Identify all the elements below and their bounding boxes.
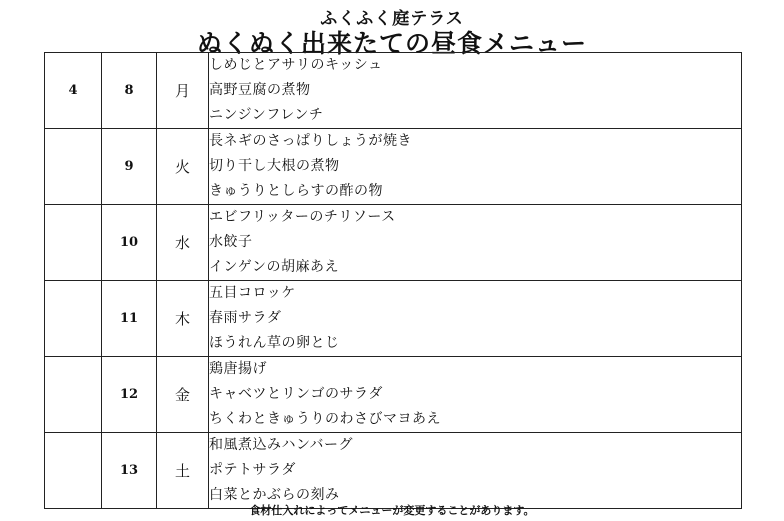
month-cell	[45, 357, 102, 433]
weekday-cell: 木	[157, 281, 209, 357]
lunch-menu-table	[44, 52, 742, 509]
dish-item: 五目コロッケ	[209, 285, 296, 301]
day-cell: 13	[102, 433, 157, 509]
dishes-cell	[209, 129, 742, 205]
dish-item: しめじとアサリのキッシュ	[209, 57, 383, 73]
restaurant-name: ふくふく庭テラス	[320, 9, 464, 29]
dish-item: 白菜とかぶらの刻み	[209, 487, 340, 503]
month-cell	[45, 281, 102, 357]
dishes-cell	[209, 205, 742, 281]
dish-item: ニンジンフレンチ	[209, 107, 324, 123]
dish-item: きゅうりとしらすの酢の物	[209, 183, 383, 199]
weekday-cell: 火	[157, 129, 209, 205]
weekday-cell: 月	[157, 53, 209, 129]
day-cell: 9	[102, 129, 157, 205]
menu-change-notice: 食材仕入れによってメニューが変更することがあります。	[249, 504, 535, 517]
dish-item: インゲンの胡麻あえ	[209, 259, 339, 275]
dish-item: 鶏唐揚げ	[209, 361, 267, 377]
menu-row	[45, 281, 742, 357]
menu-row	[45, 433, 742, 509]
weekday-cell: 土	[157, 433, 209, 509]
dish-item: 水餃子	[209, 234, 253, 250]
dish-item: ポテトサラダ	[209, 462, 296, 478]
menu-title: ぬくぬく出来たての昼食メニュー	[196, 29, 587, 58]
day-cell: 8	[102, 53, 157, 129]
dish-item: キャベツとリンゴのサラダ	[209, 386, 383, 402]
day-cell: 12	[102, 357, 157, 433]
weekday-cell: 水	[157, 205, 209, 281]
dish-item: 切り干し大根の煮物	[209, 158, 340, 174]
dish-item: 和風煮込みハンバーグ	[209, 437, 354, 453]
menu-row	[45, 53, 742, 129]
dish-item: 春雨サラダ	[209, 310, 282, 326]
dishes-cell	[209, 281, 742, 357]
dishes-cell	[209, 53, 742, 129]
dish-item: 高野豆腐の煮物	[209, 82, 311, 98]
day-cell: 11	[102, 281, 157, 357]
month-cell	[45, 129, 102, 205]
menu-row	[45, 129, 742, 205]
dishes-cell	[209, 357, 742, 433]
menu-row	[45, 205, 742, 281]
dish-item: ほうれん草の卵とじ	[209, 335, 340, 351]
dish-item: ちくわときゅうりのわさびマヨあえ	[209, 411, 441, 427]
month-cell	[45, 205, 102, 281]
weekday-cell: 金	[157, 357, 209, 433]
month-cell	[45, 433, 102, 509]
dishes-cell	[209, 433, 742, 509]
month-cell: 4	[45, 53, 102, 129]
dish-item: 長ネギのさっぱりしょうが焼き	[209, 133, 412, 149]
dish-item: エビフリッターのチリソース	[209, 209, 396, 225]
menu-row	[45, 357, 742, 433]
day-cell: 10	[102, 205, 157, 281]
